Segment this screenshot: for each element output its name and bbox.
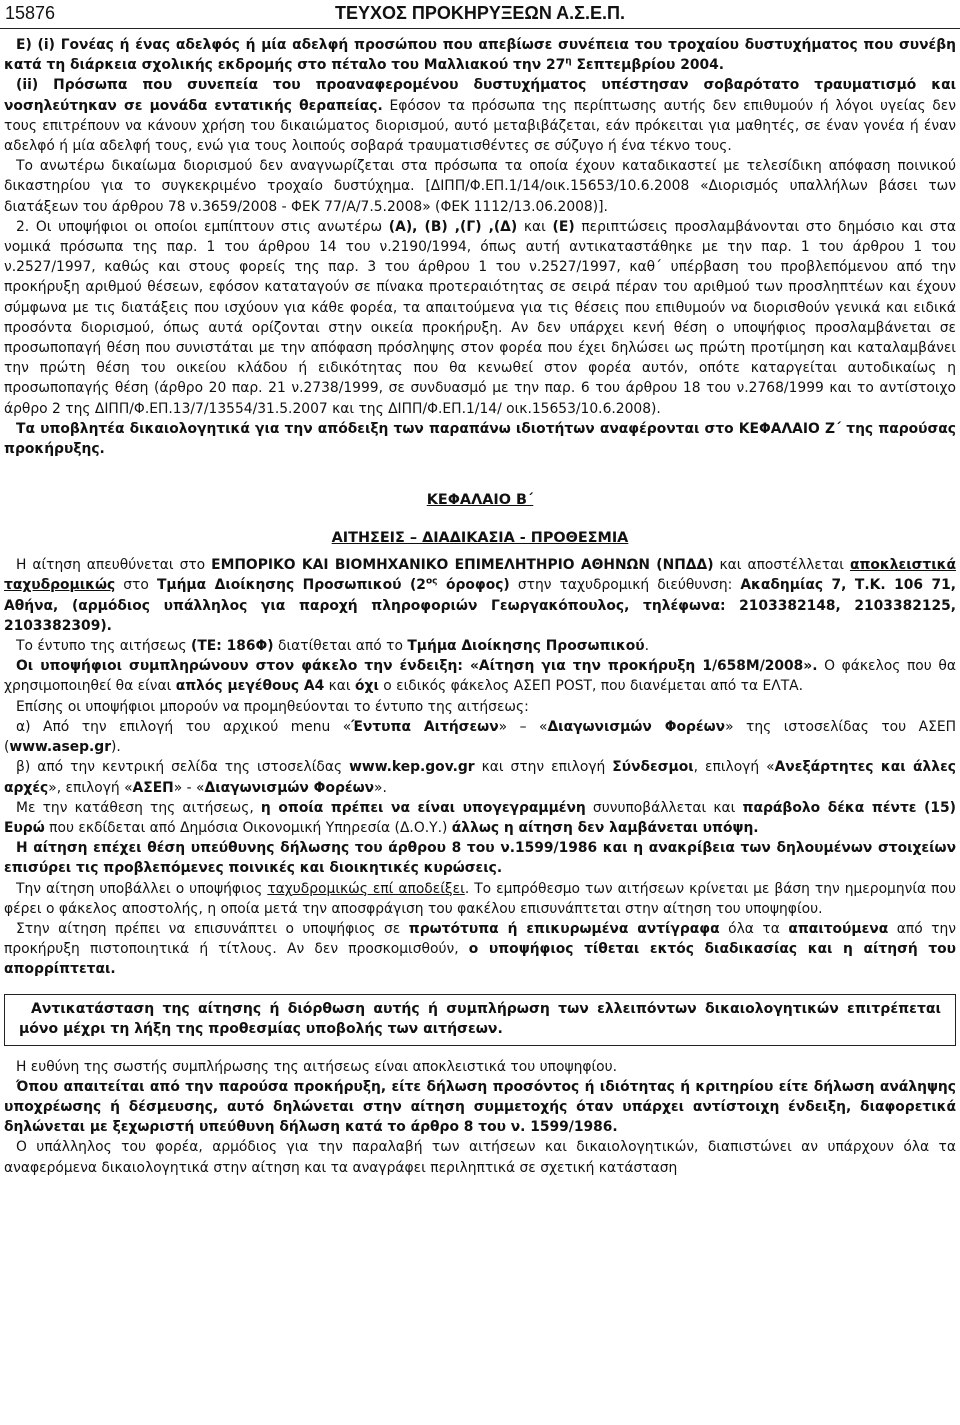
notice-box — [4, 994, 956, 1046]
paragraph-2-supporting-docs: Τα υποβλητέα δικαιολογητικά για την απόδειξη των παραπάνω ιδιοτήτων αναφέρονται στο ΚΕΦΑΛΑΙΟ Ζ΄ της παρούσας προκήρυξης. — [4, 420, 956, 458]
chapter-title: ΚΕΦΑΛΑΙΟ Β΄ — [426, 492, 534, 509]
kep-link[interactable]: www.kep.gov.gr — [349, 759, 475, 776]
submission-paragraph: Την αίτηση υποβάλλει ο υποψήφιος ταχυδρομικώς επί αποδείξει. Το εμπρόθεσμο των αιτήσεων κρίνεται με βάση την ημερομηνία που φέρει ο φάκελος αποστολής, η οποία μετά την αποσφράγιση του φακέλου επισυνάπτεται στην αίτηση του υποψηφίου. — [4, 880, 956, 917]
declaration-requirement-paragraph: Όπου απαιτείται από την παρούσα προκήρυξη, είτε δήλωση προσόντος ή ιδιότητας ή κριτηρίου είτε δήλωση ανάληψης υποχρέωσης ή δέσμευσης, αυτό δηλώνεται στην αίτηση συμμετοχής όταν υπάρχει αντίστοιχη ένδειξη, διαφορετικά δηλώνεται με ξεχωριστή υπεύθυνη δήλωση κατά το άρθρο 8 του ν. 1599/1986. — [4, 1078, 956, 1136]
clerk-paragraph: Ο υπάλληλος του φορέα, αρμόδιος για την παραλαβή των αιτήσεων και δικαιολογητικών, διαπιστώνει αν υπάρχουν όλα τα αναφερόμενα δικαιολογητικά στην αίτηση και τα αναγράφει περιληπτικά σε σχετική κατάσταση — [4, 1139, 956, 1176]
form-availability: Το έντυπο της αιτήσεως (ΤΕ: 186Φ) διατίθεται από το Τμήμα Διοίκησης Προσωπικού. — [16, 638, 649, 655]
section-e-i: Ε) (i) Γονέας ή ένας αδελφός ή μία αδελφή προσώπου που απεβίωσε συνέπεια του τροχαίου δυστυχήματος που συνέβη κατά τη διάρκεια σχολικής εκδρομής στο πέταλο του Μαλλιακού την $27^\eta$ Σεπτεμβρίου 2004. — [4, 37, 956, 74]
page-content — [0, 35, 960, 1178]
responsibility-paragraph: Η ευθύνη της σωστής συμπλήρωσης της αιτήσεως είναι αποκλειστικά του υποψηφίου. — [16, 1058, 618, 1075]
chapter-subtitle: ΑΙΤΗΣΕΙΣ – ΔΙΑΔΙΚΑΣΙΑ - ΠΡΟΘΕΣΜΙΑ — [331, 530, 629, 547]
form-sources-intro: Επίσης οι υποψήφιοι μπορούν να προμηθεύονται το έντυπο της αιτήσεως: — [16, 698, 529, 715]
form-source-asep: α) Από την επιλογή του αρχικού menu «Έντυπα Αιτήσεων» – «Διαγωνισμών Φορέων» της ιστοσελίδας του ΑΣΕΠ (www.asep.gr). — [4, 718, 956, 756]
paragraph-2: 2. Οι υποψήφιοι οι οποίοι εμπίπτουν στις ανωτέρω (Α), (Β) ,(Γ) ,(Δ) και (Ε) περιπτώσεις προσλαμβάνονται στο δημόσιο και στα νομικά πρόσωπα της παρ. 1 του άρθρου 14 του ν.2190/1994, όπως αυτή αντικαταστάθηκε με την παρ. 1 του άρθρου 1 του ν.2527/1997, καθώς και στους φορείς της παρ. 3 του άρθρου 1 του ν.2527/1997, καθ΄ υπέρβαση του προβλεπόμενου από την προκήρυξη αριθμού θέσεων, εφόσον καταταγούν σε πίνακα προτεραιότητας σε σειρά πέραν του αριθμού των προσληπτέων και έχουν σύμφωνα με τις διατάξεις που ισχύουν για κάθε φορέα, τα απαιτούμενα για τις θέσεις που επιθυμούν να διορισθούν γενικά και ειδικά προσόντα διορισμού, όπως αυτά ορίζονται στην οικεία προκήρυξη. Αν δεν υπάρχει κενή θέση ο υποψήφιος προσλαμβάνεται σε προσωποπαγή θέση που συνιστάται με την απόφαση πρόσληψης στον φορέα που έχει δηλώσει ως πρώτη προτίμηση και καταλαμβάνει την πρώτη θέση του οικείου κλάδου ή ειδικότητας που θα κενωθεί στον φορέα αυτόν, οπότε καταργείται αυτοδικαίως η προσωποπαγής θέση (άρθρο 20 παρ. 21 ν.2738/1999, σε συνδυασμό με την παρ. 6 του άρθρου 18 του ν.2768/1999 και το αντίστοιχο άρθρο 2 της ΔΙΠΠ/Φ.ΕΠ.13/7/13554/31.5.2007 και της ΔΙΠΠ/Φ.ΕΠ.1/14/ οικ.15653/10.6.2008). — [4, 218, 956, 417]
asep-link[interactable]: www.asep.gr — [9, 739, 112, 756]
form-source-kep: β) από την κεντρική σελίδα της ιστοσελίδας www.kep.gov.gr και στην επιλογή Σύνδεσμοι, επιλογή «Ανεξάρτητες και άλλες αρχές», επιλογή «ΑΣΕΠ» - «Διαγωνισμών Φορέων». — [4, 759, 956, 796]
gazette-title: ΤΕΥΧΟΣ ΠΡΟΚΗΡΥΞΕΩΝ Α.Σ.Ε.Π. — [335, 3, 625, 23]
attachments-paragraph: Στην αίτηση πρέπει να επισυνάπτει ο υποψήφιος σε πρωτότυπα ή επικυρωμένα αντίγραφα όλα τα απαιτούμενα από την προκήρυξη πιστοποιητικά ή τίτλους. Αν δεν προσκομισθούν, ο υποψήφιος τίθεται εκτός διαδικασίας και η αίτησή του απορρίπτεται. — [4, 920, 957, 978]
section-e-ii: (ii) Πρόσωπα που συνεπεία του προαναφερομένου δυστυχήματος υπέστησαν σοβαρότατο τραυματισμό και νοσηλεύτηκαν σε μονάδα εντατικής θεραπείας. Εφόσον τα πρόσωπα της περίπτωσης αυτής δεν επιθυμούν ή λόγοι υγείας δεν τους επιτρέπουν να κάνουν χρήση του δικαιώματος διορισμού, αυτό μεταβιβάζεται, εάν πρόκειται για μαθητές, σε έναν γονέα ή έναν αδελφό ή μία αδελφή τους, ενώ για τους λοιπούς σοβαρά τραυματισθέντες σε σύζυγο ή ένα τέκνο τους. — [4, 77, 956, 155]
declaration-paragraph: Η αίτηση επέχει θέση υπεύθυνης δήλωσης του άρθρου 8 του ν.1599/1986 και η ανακρίβεια των δηλουμένων στοιχείων επισύρει τις προβλεπόμενες ποινικές και διοικητικές κυρώσεις. — [4, 840, 956, 877]
section-e-note: Το ανωτέρω δικαίωμα διορισμού δεν αναγνωρίζεται στα πρόσωπα τα οποία έχουν καταδικαστεί με τελεσίδικη απόφαση ποινικού δικαστηρίου για το συγκεκριμένο τροχαίο δυστύχημα. [ΔΙΠΠ/Φ.ΕΠ.1/14/οικ.15653/10.6.2008 «Διορισμός υπαλλήλων βάσει των διατάξεων του άρθρου 78 ν.3659/2008 - ΦΕΚ 77/Α/7.5.2008» (ΦΕΚ 1112/13.06.2008)]. — [4, 158, 956, 215]
page-header — [0, 0, 960, 29]
page-number: 15876 — [5, 3, 56, 23]
envelope-instructions: Οι υποψήφιοι συμπληρώνουν στον φάκελο την ένδειξη: «Αίτηση για την προκήρυξη 1/658Μ/2008». Ο φάκελος που θα χρησιμοποιηθεί θα είναι απλός μεγέθους Α4 και όχι ο ειδικός φάκελος ΑΣΕΠ POST, που διανέμεται από τα ΕΛΤΑ. — [4, 658, 956, 695]
fee-paragraph: Με την κατάθεση της αιτήσεως, η οποία πρέπει να είναι υπογεγραμμένη συνυποβάλλεται και παράβολο δέκα πέντε (15) Ευρώ που εκδίδεται από Δημόσια Οικονομική Υπηρεσία (Δ.Ο.Υ.) άλλως η αίτηση δεν λαμβάνεται υπόψη. — [4, 799, 957, 836]
notice-text: Αντικατάσταση της αίτησης ή διόρθωση αυτής ή συμπλήρωση των ελλειπόντων δικαιολογητικών επιτρέπεται μόνο μέχρι τη λήξη της προθεσμίας υποβολής των αιτήσεων. — [19, 1000, 941, 1038]
application-address: Η αίτηση απευθύνεται στο ΕΜΠΟΡΙΚΟ ΚΑΙ ΒΙΟΜΗΧΑΝΙΚΟ ΕΠΙΜΕΛΗΤΗΡΙΟ ΑΘΗΝΩΝ (ΝΠΔΔ) και αποστέλλεται αποκλειστικά ταχυδρομικώς στο Τμήμα Διοίκησης Προσωπικού ($2^{o\varsigma}$ όροφος) στην ταχυδρομική διεύθυνση: Ακαδημίας 7, Τ.Κ. 106 71, Αθήνα, (αρμόδιος υπάλληλος για παροχή πληροφοριών Γεωργακόπουλος, τηλέφωνα: 2103382148, 2103382125, 2103382309). — [4, 557, 956, 634]
